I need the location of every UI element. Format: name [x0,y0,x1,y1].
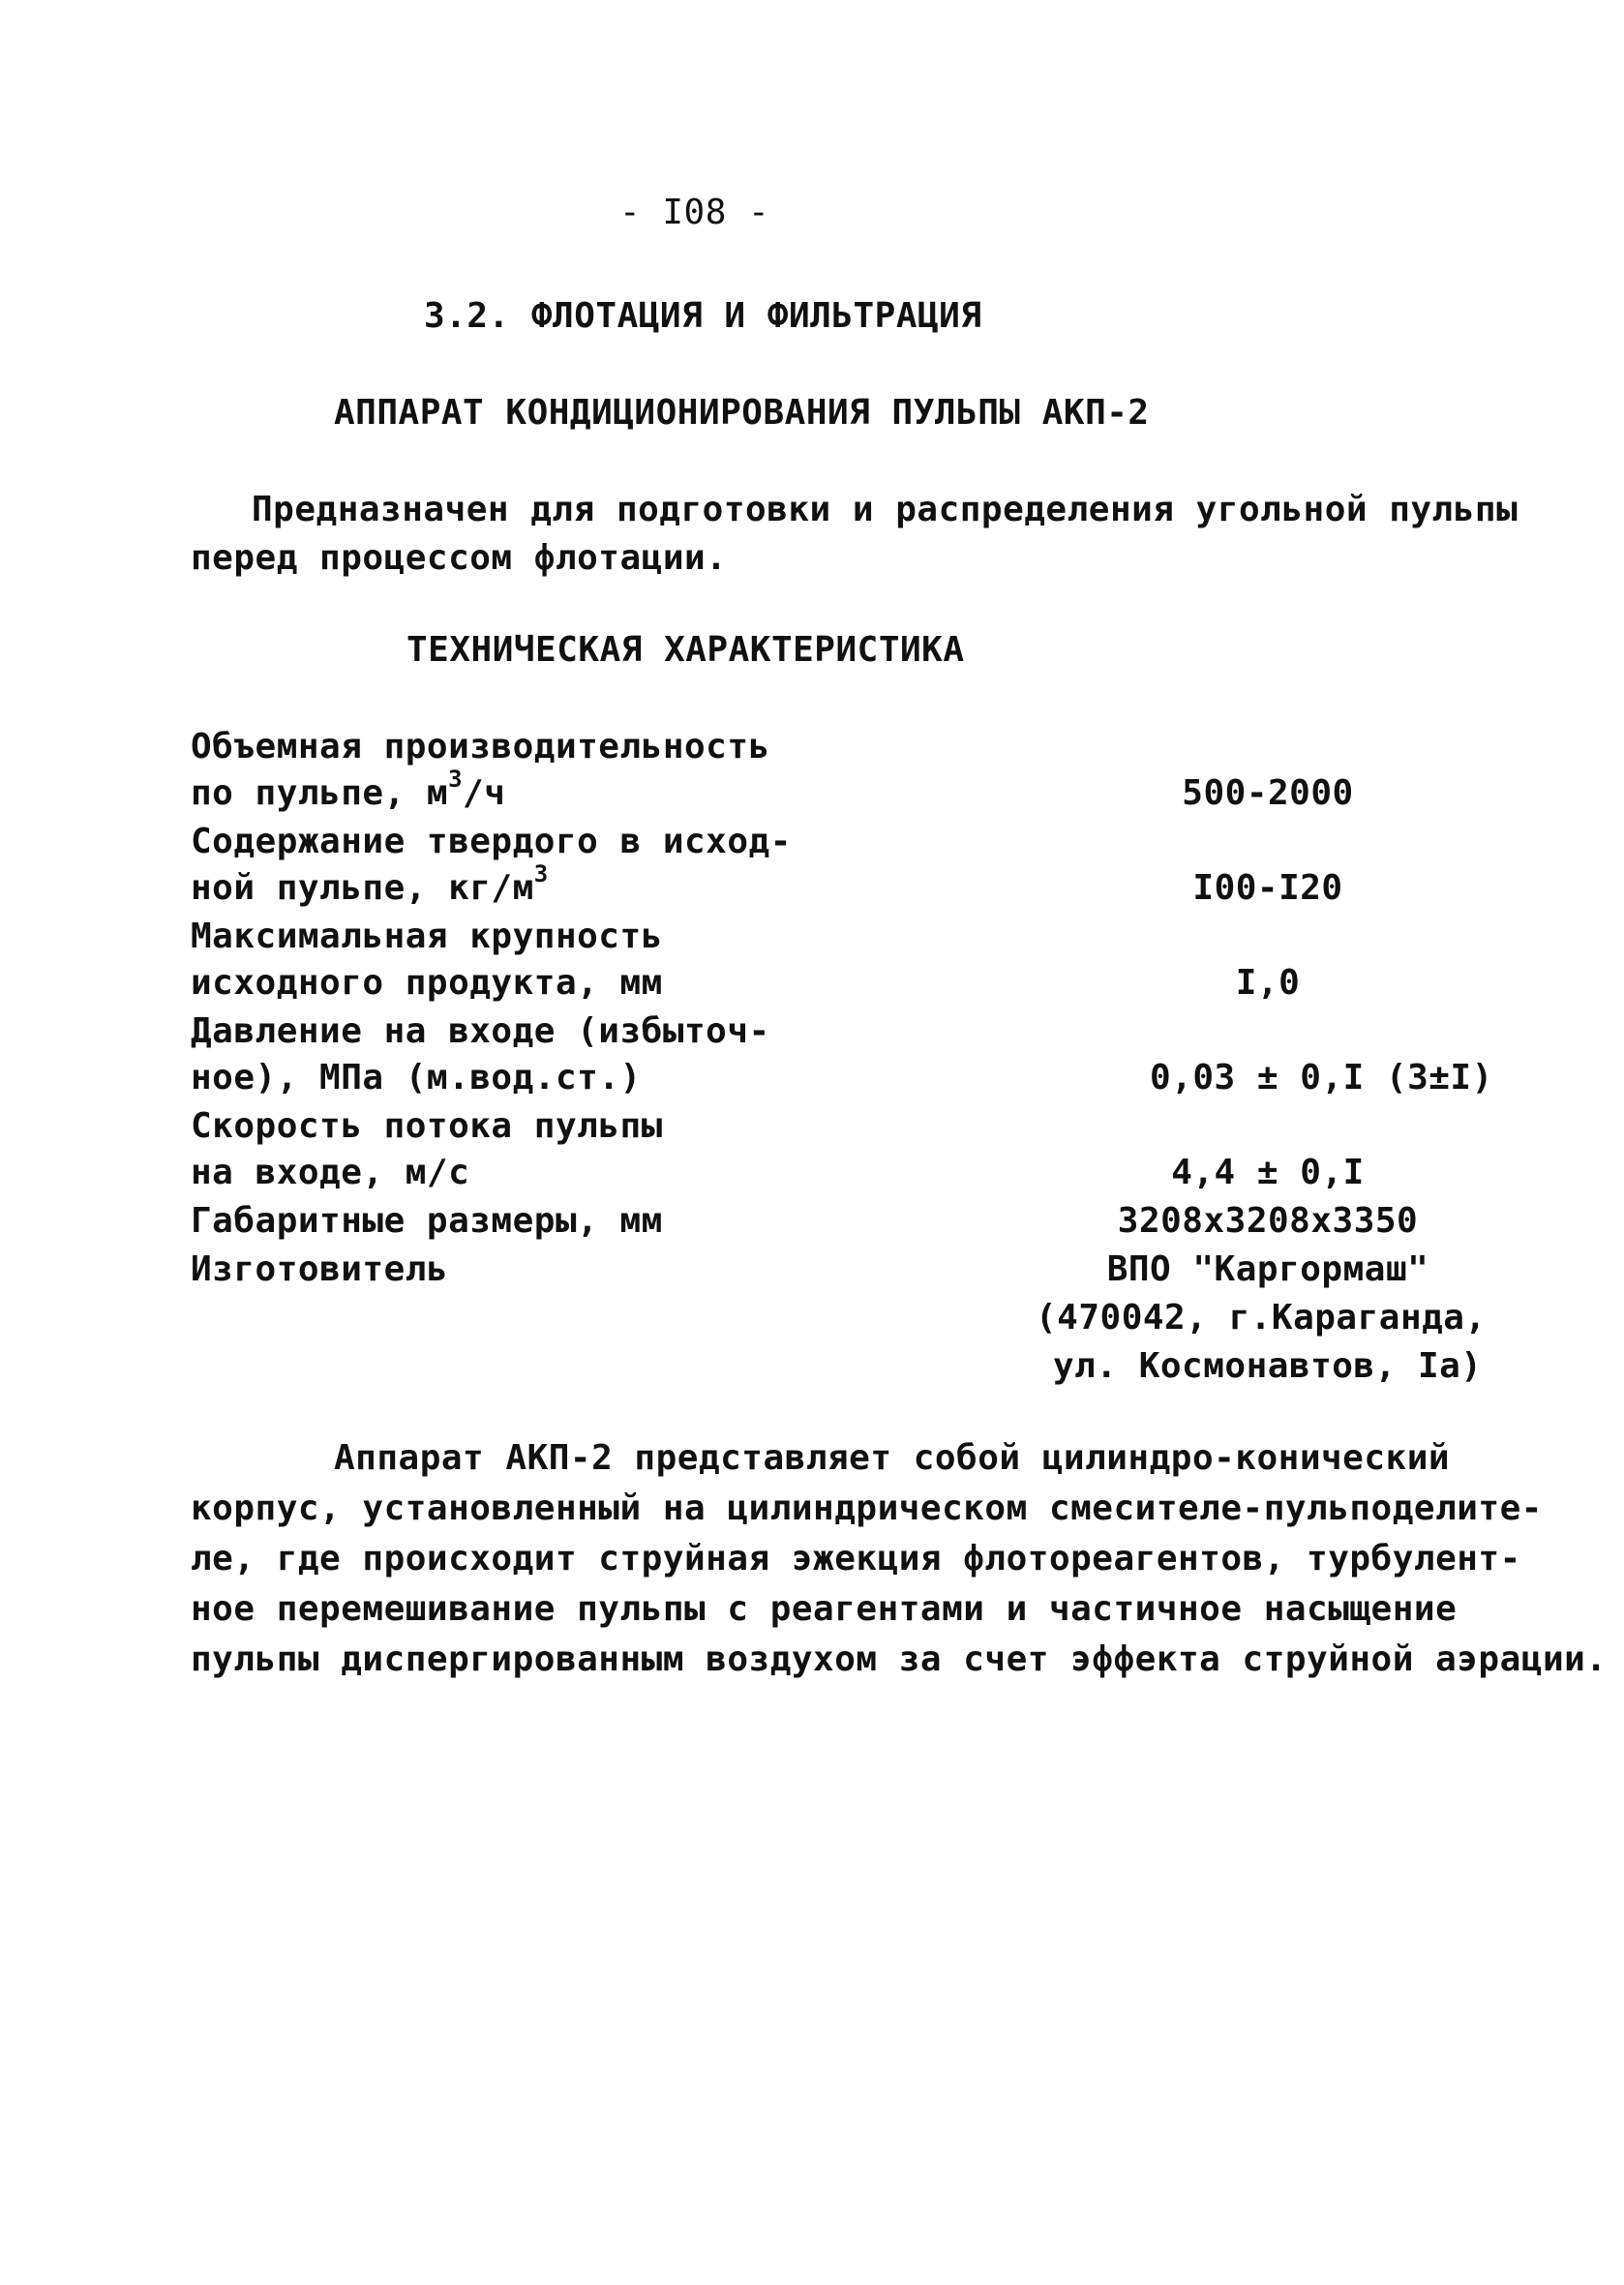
paragraph-line: пульпы диспергированным воздухом за счет эффекта струйной аэрации. [191,1639,1608,1679]
intro-line-1: Предназначен для подготовки и распределения угольной пульпы [252,490,1519,529]
spec-label: ной пульпе, $кг/м^3$ [191,860,549,908]
spec-label: Скорость потока пульпы [191,1106,663,1146]
intro-line-2: перед процессом флотации. [191,538,728,578]
section-title: 3.2. ФЛОТАЦИЯ И ФИЛЬТРАЦИЯ [424,296,982,336]
spec-value: 0,03 ± 0,I (3±I) [1150,1058,1493,1097]
document-title: АППАРАТ КОНДИЦИОНИРОВАНИЯ ПУЛЬПЫ АКП-2 [334,393,1150,433]
paragraph-line: ное перемешивание пульпы с реагентами и частичное насыщение [191,1589,1458,1629]
spec-label: Объемная производительность [191,727,770,767]
spec-label: исходного продукта, мм [191,963,663,1003]
spec-label: ное), МПа (м.вод.ст.) [191,1058,642,1097]
spec-value: 500-2000 [1182,773,1354,813]
page-number: - I08 - [619,193,770,232]
paragraph-line: корпус, установленный на цилиндрическом смесителе-пульподелите- [191,1488,1543,1528]
paragraph-line: ле, где происходит струйная эжекция флотореагентов, турбулент- [191,1539,1521,1578]
spec-label: Содержание твердого в исход- [191,822,792,861]
spec-label: на входе, м/с [191,1153,470,1192]
spec-label: Габаритные размеры, мм [191,1201,663,1241]
spec-value: (470042, г.Караганда, [1036,1298,1487,1338]
spec-label: Максимальная крупность [191,917,663,956]
spec-heading: ТЕХНИЧЕСКАЯ ХАРАКТЕРИСТИКА [406,630,965,670]
spec-label: Изготовитель [191,1249,449,1289]
spec-value: 3208x3208x3350 [1117,1201,1419,1241]
paragraph-line: Аппарат АКП-2 представляет собой цилиндро-конический [334,1438,1451,1478]
spec-value: ул. Космонавтов, Iа) [1053,1346,1483,1386]
spec-value: I,0 [1235,963,1301,1003]
spec-value: ВПО "Каргормаш" [1106,1249,1429,1289]
spec-label: по пульпе, $м^3/ч$ [191,766,506,813]
spec-label: Давление на входе (избыточ- [191,1011,770,1051]
spec-value: 4,4 ± 0,I [1171,1153,1365,1192]
spec-value: I00-I20 [1192,868,1343,908]
